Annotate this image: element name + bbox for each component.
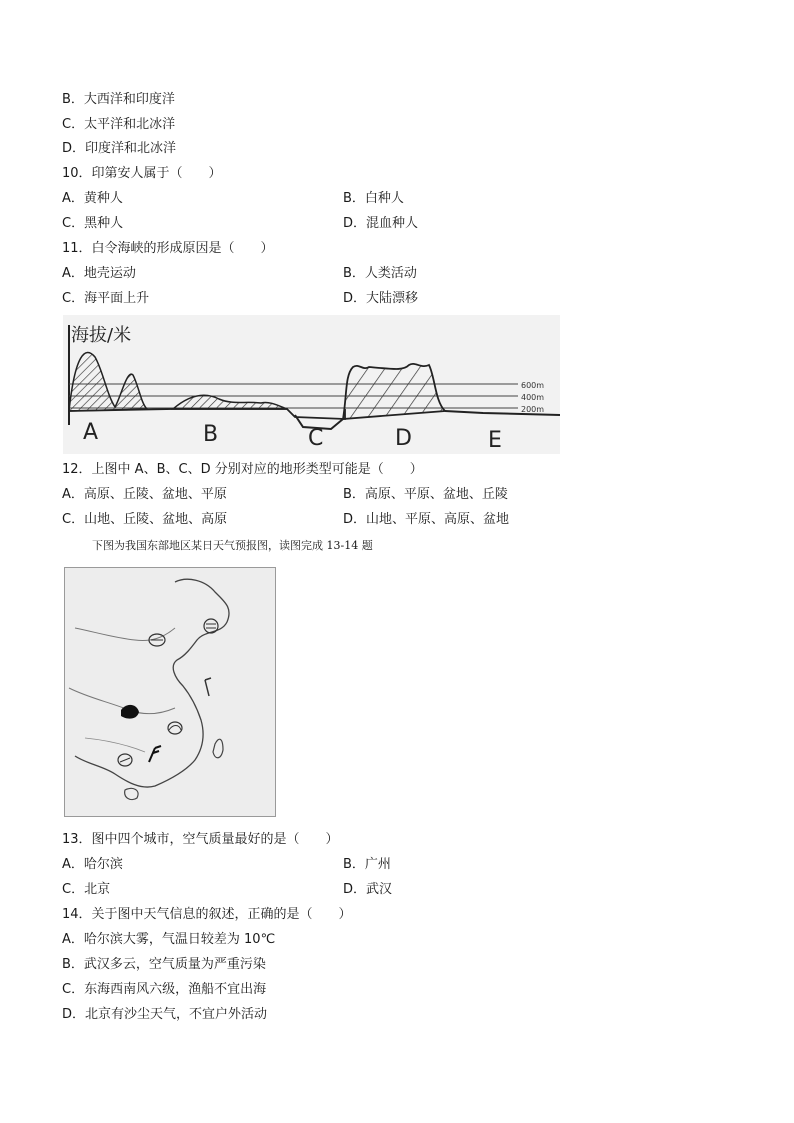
terrain-profile-svg: [63, 315, 560, 454]
terrain-b-hills: [173, 395, 287, 409]
contour-label-600: 600m: [521, 381, 545, 390]
q12-option-a: A．高原、丘陵、盆地、平原: [62, 487, 227, 502]
region-label-c: C: [308, 426, 324, 451]
q13-option-b: B．广州: [343, 857, 391, 872]
china-east-map-svg: [65, 568, 275, 816]
terrain-profile-figure: [63, 315, 560, 454]
q10-option-d: D．混血种人: [343, 216, 419, 231]
weather-forecast-map: [64, 567, 276, 817]
q10-option-c: C．黑种人: [62, 216, 124, 231]
q10-option-a: A．黄种人: [62, 191, 123, 206]
q11-option-b: B．人类活动: [343, 266, 417, 281]
q12-stem: 12．上图中 A、B、C、D 分别对应的地形类型可能是（ ）: [62, 462, 423, 477]
q12-option-d: D．山地、平原、高原、盆地: [343, 512, 510, 527]
taiwan-island: [213, 739, 223, 758]
hainan-island: [125, 788, 138, 799]
q12-option-b: B．高原、平原、盆地、丘陵: [343, 487, 508, 502]
terrain-baseline: [69, 409, 345, 419]
dust-region-symbol: [121, 705, 139, 719]
q14-option-d: D．北京有沙尘天气，不宜户外活动: [62, 1007, 268, 1022]
q11-stem: 11．白令海峡的形成原因是（ ）: [62, 241, 274, 256]
q14-option-c: C．东海西南风六级，渔船不宜出海: [62, 982, 267, 997]
q13-option-d: D．武汉: [343, 882, 393, 897]
inland-border-south: [85, 738, 145, 752]
harbin-weather-symbol: [204, 619, 218, 633]
q11-option-a: A．地壳运动: [62, 266, 136, 281]
contour-label-400: 400m: [521, 393, 545, 402]
q9-option-c: C．太平洋和北冰洋: [62, 117, 176, 132]
q11-option-d: D．大陆漂移: [343, 291, 419, 306]
q13-option-c: C．北京: [62, 882, 111, 897]
terrain-d-plateau: [343, 364, 445, 419]
q13-stem: 13．图中四个城市，空气质量最好的是（ ）: [62, 832, 339, 847]
q13-option-a: A．哈尔滨: [62, 857, 123, 872]
contour-label-200: 200m: [521, 405, 545, 414]
q12-option-c: C．山地、丘陵、盆地、高原: [62, 512, 228, 527]
eastsea-wind-symbol: [205, 678, 211, 696]
terrain-a-mountains: [69, 352, 147, 411]
region-label-a: A: [83, 420, 99, 445]
region-label-d: D: [395, 426, 412, 451]
beijing-weather-symbol: [149, 634, 165, 646]
q14-option-b: B．武汉多云，空气质量为严重污染: [62, 957, 266, 972]
q9-option-d: D．印度洋和北冰洋: [62, 141, 177, 156]
wind-barb-symbol: [149, 746, 161, 762]
q10-option-b: B．白种人: [343, 191, 404, 206]
q11-option-c: C．海平面上升: [62, 291, 150, 306]
region-label-e: E: [488, 428, 502, 453]
q14-option-a: A．哈尔滨大雾，气温日较差为 10℃: [62, 932, 276, 947]
map-intro: 下图为我国东部地区某日天气预报图，读图完成 13-14 题: [92, 539, 373, 552]
guangzhou-weather-symbol: [118, 754, 132, 766]
profile-title: 海拔/米: [71, 325, 132, 346]
region-label-b: B: [203, 422, 219, 447]
q9-option-b: B．大西洋和印度洋: [62, 92, 175, 107]
q14-stem: 14．关于图中天气信息的叙述，正确的是（ ）: [62, 907, 352, 922]
q10-stem: 10．印第安人属于（ ）: [62, 166, 222, 181]
wuhan-weather-symbol: [168, 722, 182, 734]
